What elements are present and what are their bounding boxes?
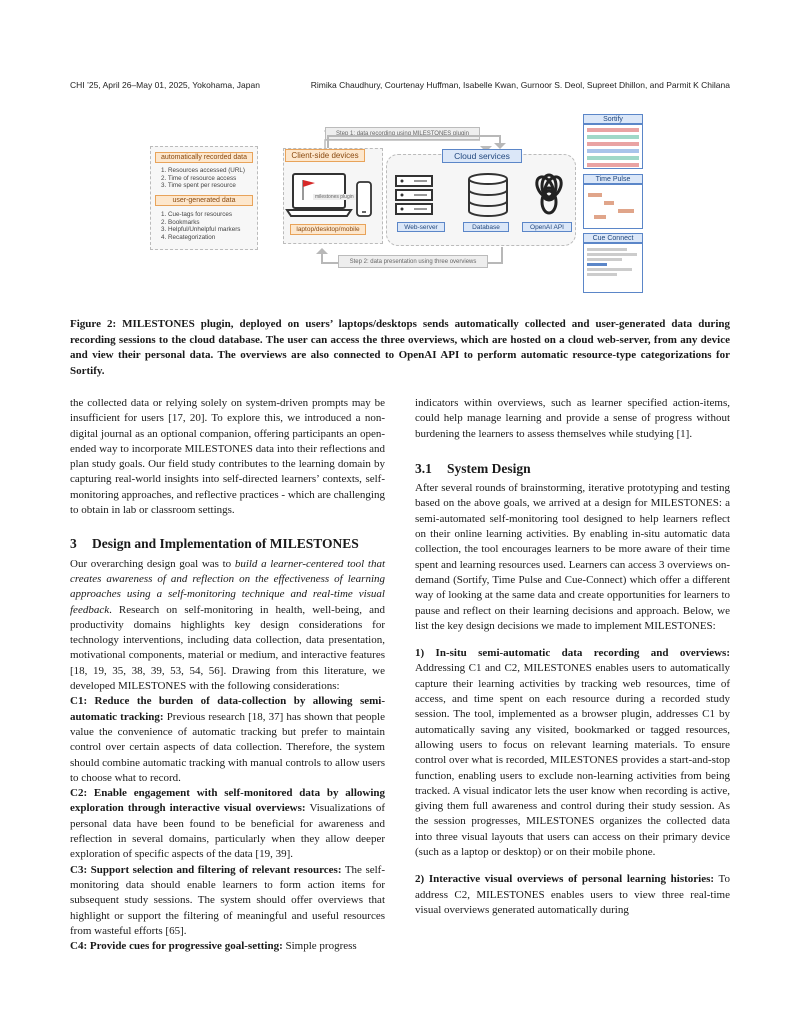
- subsection-heading: 3.1 System Design: [415, 460, 531, 476]
- paragraph: indicators within overviews, such as learner specified action-items, could help manage learning and provide a sense of progress without burdening the learners to assess themselves while studying [1].: [415, 397, 730, 440]
- phone-icon: [355, 180, 373, 220]
- consideration-c3: C3: Support selection and filtering of relevant resources: The self-monitoring data should enable learners to form action items for subsequent study sessions. The system should offer overviews that highlight or support the filtering of meaningful and useful resources from wasteful efforts [65].: [70, 863, 385, 937]
- user-data-title: user-generated data: [155, 195, 253, 206]
- server-icon: [394, 174, 434, 216]
- client-devices-title: Client-side devices: [285, 149, 365, 162]
- openai-label: OpenAI API: [522, 222, 572, 232]
- sortify-title: Sortify: [583, 114, 643, 124]
- step2-label: Step 2: data presentation using three overviews: [338, 255, 488, 268]
- running-header-venue: CHI ’25, April 26–May 01, 2025, Yokohama, Japan: [70, 80, 260, 90]
- consideration-c1: C1: Reduce the burden of data-collection by allowing semi-automatic tracking: Previous research [18, 37] has shown that people value the convenience of automatic tracking but prefer to maintain control over certain aspects of data collection. Therefore, the system should combine automatic tracking with manual controls to allow users to choose what to record.: [70, 695, 385, 784]
- running-header-authors: Rimika Chaudhury, Courtenay Huffman, Isabelle Kwan, Gurnoor S. Deol, Supreet Dhillon, and Parmit K Chilana: [310, 80, 730, 90]
- web-server-label: Web-server: [397, 222, 445, 232]
- design-decision-2: 2) Interactive visual overviews of personal learning histories: To address C2, MILESTONES enables users to view three real-time visual overviews generated automatically during: [415, 873, 730, 916]
- consideration-c4: C4: Provide cues for progressive goal-setting: Simple progress: [70, 940, 357, 953]
- left-column: [70, 396, 385, 954]
- cue-connect-thumbnail: [583, 243, 643, 293]
- auto-data-title: automatically recorded data: [155, 152, 253, 163]
- figure-caption: Figure 2: MILESTONES plugin, deployed on users’ laptops/desktops sends automatically collected and user-generated data during recording sessions to the cloud database. The user can access the three overviews, which are hosted on a cloud web-server, from any device and view their personal data. The overviews are also connected to OpenAI API to perform automatic resource-type categorizations for Sortify.: [70, 318, 730, 377]
- figure-2-system-diagram: [150, 112, 650, 297]
- database-label: Database: [463, 222, 509, 232]
- auto-data-list: 1. Resources accessed (URL) 2. Time of resource access 3. Time spent per resource: [161, 167, 245, 190]
- time-pulse-title: Time Pulse: [583, 174, 643, 184]
- cloud-services-title: Cloud services: [442, 149, 522, 163]
- paragraph: After several rounds of brainstorming, iterative prototyping and testing based on the above goals, we arrived at a design for MILESTONES: a semi-automated self-monitoring tool designed to help learners reflect on their online learning activities. By enabling in-situ automatic data collection, the tool encourages learners to be more aware of their time spent and learning resources used. Learners can access 3 overviews on-demand (Sortify, Time Pulse and Cue-Connect) which offer a different way of looking at the same data and create opportunities for learners to pause and reflect on their learning decisions and approach. Below, we list the key design decisions we made to implement MILESTONES:: [415, 482, 730, 632]
- section-heading: 3 Design and Implementation of MILESTONES: [70, 536, 359, 552]
- paragraph: Our overarching design goal was to build a learner-centered tool that creates awareness of and reflection on the effectiveness of learning approaches using a self-monitoring technique and real-time visual feedback. Research on self-monitoring in health, well-being, and productivity domains highlights key design considerations for technology interventions, including data collection, data presentation, motivational components, material or medium, and interactive features [18, 19, 35, 38, 39, 53, 54, 56]. Drawing from this literature, we developed MILESTONES with the following considerations:: [70, 557, 385, 693]
- cue-connect-title: Cue Connect: [583, 233, 643, 243]
- openai-icon: [527, 172, 571, 216]
- consideration-c2: C2: Enable engagement with self-monitored data by allowing exploration through interactive visual overviews: Visualizations of personal data have been found to be beneficial for awareness and reflection in several domains, particularly when they allow deeper exploration of specific aspects of the data [19, 39].: [70, 787, 385, 861]
- devices-label: laptop/desktop/mobile: [290, 224, 366, 235]
- user-data-list: 1. Cue-tags for resources 2. Bookmarks 3. Helpful/Unhelpful markers 4. Recategorization: [161, 211, 241, 241]
- right-column: [415, 396, 730, 918]
- time-pulse-thumbnail: [583, 184, 643, 229]
- paragraph: the collected data or relying solely on system-driven prompts may be insufficient for users [17, 20]. To explore this, we introduced a non-digital journal as an optional companion, offering participants an open-ended way to incorporate MILESTONES data into their reflections and plan study goals. Our field study contributes to the learning domain by capturing real-world insights into self-directed learners’ contexts, self-monitoring approaches, and reflective practices - which are challenging to obtain in lab or classroom settings.: [70, 397, 385, 517]
- step1-label: Step 1: data recording using MILESTONES plugin: [325, 127, 480, 140]
- sortify-thumbnail: [583, 124, 643, 169]
- design-decision-1: 1) In-situ semi-automatic data recording and overviews: Addressing C1 and C2, MILESTONES enables users to automatically capture their learning activities by tracking web resources, time of access, and time spent on each resource during a recorded study session. The tool, implemented as a browser plugin, addresses C1 by automatically saving any visited, bookmarked or tagged resources, allowing users to focus on relevant learning materials. To ensure control over what is recorded, MILESTONES provides a start-and-stop function, enabling users to exclude non-learning activities from being tracked. A visual indicator lets the user know when recording is active, giving them full awareness and control during their study session. As the session progresses, MILESTONES organizes the collected data into three visual layouts that users can access on their primary device (such as a laptop or desktop) or on their mobile phone.: [415, 647, 730, 859]
- step1-arrow-icon: [320, 130, 510, 150]
- database-icon: [466, 172, 510, 218]
- plugin-label: milestones plugin: [315, 194, 354, 200]
